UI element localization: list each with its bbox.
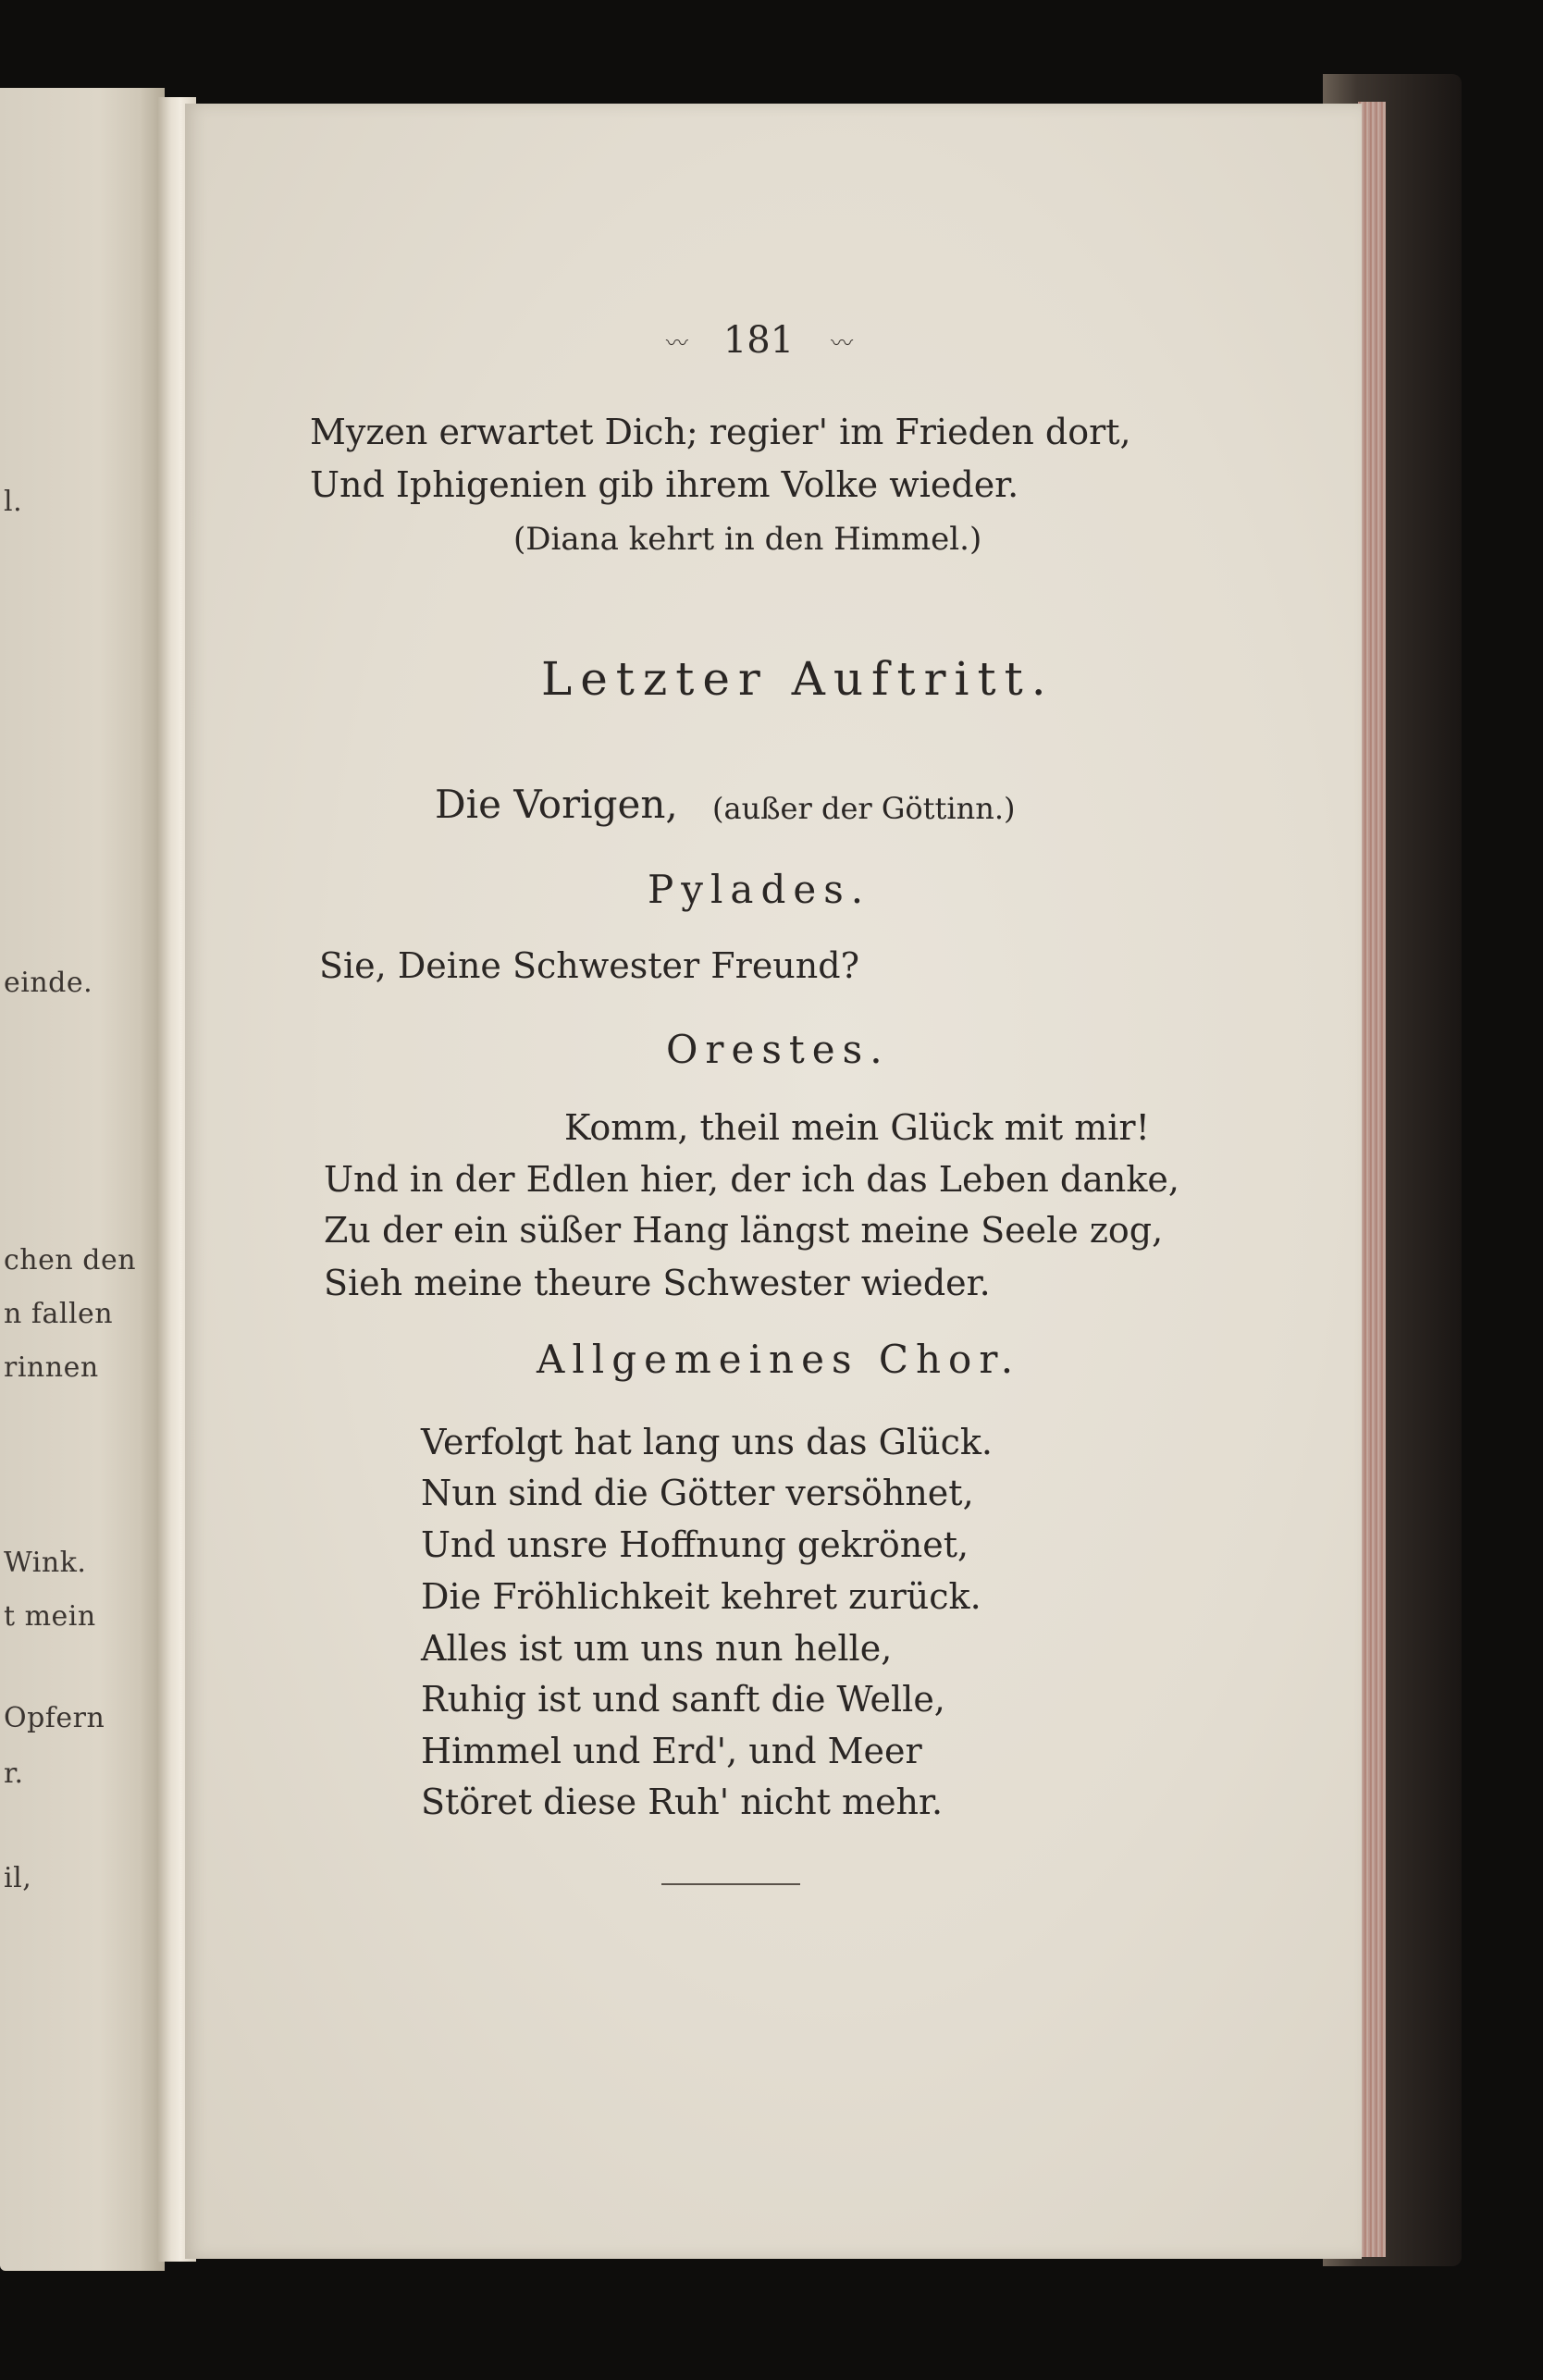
speaker-name: Allgemeines Chor.	[537, 1337, 1021, 1382]
verse-line: Himmel und Erd', und Meer	[421, 1731, 922, 1771]
speaker-name: Pylades.	[648, 867, 871, 912]
left-page-fragment: l.	[4, 486, 23, 518]
end-rule	[661, 1883, 800, 1885]
page-edges	[1358, 102, 1386, 2257]
verse-line: Sieh meine theure Schwester wieder.	[324, 1263, 991, 1303]
scene-heading: Letzter Auftritt.	[541, 652, 1055, 706]
ornament-right-icon: 〰	[831, 329, 852, 356]
verse-line: Und Iphigenien gib ihrem Volke wieder.	[310, 464, 1019, 505]
left-page-fragment: rinnen	[4, 1351, 99, 1384]
stage-direction: (Diana kehrt in den Himmel.)	[513, 521, 982, 558]
verse-line: Komm, theil mein Glück mit mir!	[564, 1107, 1150, 1148]
left-page-fragment: il,	[4, 1862, 32, 1894]
verse-line: Und unsre Hoffnung gekrönet,	[421, 1524, 969, 1565]
stage-direction: (außer der Göttinn.)	[712, 791, 1016, 826]
left-page	[0, 88, 165, 2271]
left-page-fragment: Wink.	[4, 1547, 87, 1579]
verse-line: Zu der ein süßer Hang längst meine Seele zog,	[324, 1210, 1164, 1251]
page-header	[592, 319, 925, 362]
verse-line: Und in der Edlen hier, der ich das Leben danke,	[324, 1159, 1179, 1200]
verse-line: Ruhig ist und sanft die Welle,	[421, 1679, 945, 1720]
verse-line: Nun sind die Götter versöhnet,	[421, 1473, 974, 1513]
ornament-left-icon: 〰	[665, 329, 686, 356]
verse-line: Die Fröhlichkeit kehret zurück.	[421, 1576, 981, 1617]
left-page-fragment: einde.	[4, 967, 93, 999]
left-page-fragment: n fallen	[4, 1298, 114, 1330]
verse-line: Verfolgt hat lang uns das Glück.	[421, 1422, 994, 1462]
verse-line: Sie, Deine Schwester Freund?	[319, 945, 859, 986]
page-number: 181	[722, 319, 795, 362]
left-page-fragment: chen den	[4, 1244, 137, 1276]
verse-line: Störet diese Ruh' nicht mehr.	[421, 1782, 944, 1822]
left-page-fragment: Opfern	[4, 1702, 105, 1734]
speaker-name: Orestes.	[666, 1027, 890, 1072]
dramatis-personae: Die Vorigen,	[435, 782, 678, 827]
verse-line: Alles ist um uns nun helle,	[421, 1628, 893, 1669]
left-page-fragment: t mein	[4, 1600, 96, 1633]
left-page-fragment: r.	[4, 1757, 24, 1790]
verse-line: Myzen erwartet Dich; regier' im Frieden dort,	[310, 412, 1131, 452]
